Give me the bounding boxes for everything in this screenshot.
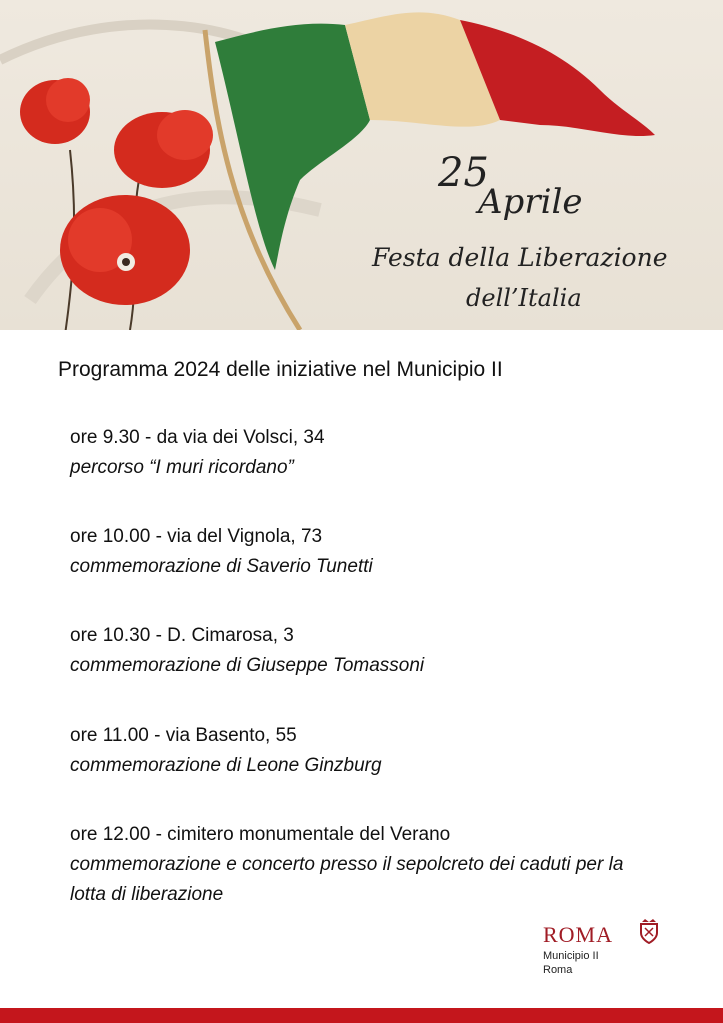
- date-month: Aprile: [478, 182, 583, 222]
- logo-name: ROMA: [543, 922, 614, 947]
- event-item: [70, 621, 670, 681]
- festa-title: Festa della Liberazione: [372, 243, 668, 272]
- event-description: commemorazione di Leone Ginzburg: [70, 755, 382, 776]
- crest-icon: [639, 918, 659, 944]
- roma-logo: [543, 918, 673, 988]
- footer-bar: [0, 1008, 723, 1023]
- event-description: commemorazione e concerto presso il sepolcreto dei caduti per la lotta di liberazione: [70, 854, 624, 905]
- date-day: 25: [438, 150, 489, 196]
- event-description: percorso “I muri ricordano”: [70, 457, 294, 478]
- programme-title: Programma 2024 delle iniziative nel Municipio II: [58, 358, 503, 381]
- event-item: [70, 820, 660, 910]
- header-banner: [0, 0, 723, 330]
- event-time: ore 11.00 - via Basento, 55: [70, 725, 297, 746]
- event-time: ore 12.00 - cimitero monumentale del Verano: [70, 824, 451, 845]
- logo-municipio: Municipio II: [543, 950, 599, 962]
- event-time: ore 10.00 - via del Vignola, 73: [70, 526, 323, 547]
- event-time: ore 10.30 - D. Cimarosa, 3: [70, 625, 294, 646]
- flag-green-band: [215, 24, 370, 270]
- banner-illustration: [0, 0, 723, 330]
- event-time: ore 9.30 - da via dei Volsci, 34: [70, 427, 325, 448]
- logo-city: Roma: [543, 964, 573, 976]
- event-description: commemorazione di Saverio Tunetti: [70, 556, 373, 577]
- event-item: [70, 522, 670, 582]
- event-description: commemorazione di Giuseppe Tomassoni: [70, 655, 425, 676]
- event-item: [70, 721, 670, 781]
- italia-title: dell’Italia: [466, 284, 582, 312]
- event-item: [70, 423, 670, 483]
